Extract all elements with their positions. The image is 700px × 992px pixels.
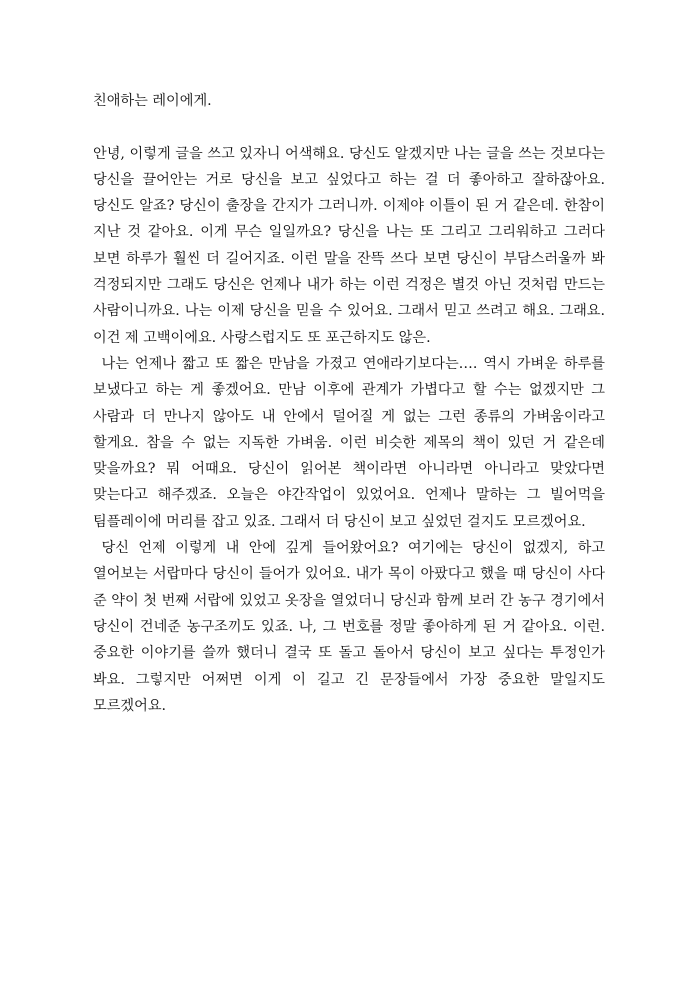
letter-paragraph-1: 안녕, 이렇게 글을 쓰고 있자니 어색해요. 당신도 알겠지만 나는 글을 쓰는 것보다는 당신을 끌어안는 거로 당신을 보고 싶었다고 하는 걸 더 좋아하고 잘하잖아요. 당신도 알죠? 당신이 출장을 간지가 그러니까. 이제야 이틀이 된 거 같은데. 한참이 지난 것 같아요. 이게 무슨 일일까요? 당신을 나는 또 그리고 그리워하고 그러다 보면 하루가 훨씬 더 길어지죠. 이런 말을 잔뜩 쓰다 보면 당신이 부담스러울까 봐 걱정되지만 그래도 당신은 언제나 내가 하는 이런 걱정은 별것 아닌 것처럼 만드는 사람이니까요. 나는 이제 당신을 믿을 수 있어요. 그래서 믿고 쓰려고 해요. 그래요. 이건 제 고백이에요. 사랑스럽지도 또 포근하지도 않은. (93, 145, 605, 346)
letter-salutation: 친애하는 레이에게. (93, 93, 212, 109)
letter-body (93, 88, 605, 719)
letter-paragraph-3: 당신 언제 이렇게 내 안에 깊게 들어왔어요? 여기에는 당신이 없겠지, 하고 열어보는 서랍마다 당신이 들어가 있어요. 내가 목이 아팠다고 했을 때 당신이 사다 준 약이 첫 번째 서랍에 있었고 옷장을 열었더니 당신과 함께 보러 간 농구 경기에서 당신이 건네준 농구조끼도 있죠. 나, 그 번호를 정말 좋아하게 된 거 같아요. 이런. 중요한 이야기를 쓸까 했더니 결국 또 돌고 돌아서 당신이 보고 싶다는 투정인가 봐요. 그렇지만 어쩌면 이게 이 길고 긴 문장들에서 가장 중요한 말일지도 모르겠어요. (93, 540, 605, 714)
letter-paragraph-2: 나는 언제나 짧고 또 짧은 만남을 가졌고 연애라기보다는…. 역시 가벼운 하루를 보냈다고 하는 게 좋겠어요. 만남 이후에 관계가 가볍다고 할 수는 없겠지만 그 사람과 더 만나지 않아도 내 안에서 덜어질 게 없는 그런 종류의 가벼움이라고 할게요. 참을 수 없는 지독한 가벼움. 이런 비슷한 제목의 책이 있던 거 같은데 맞을까요? 뭐 어때요. 당신이 읽어본 책이라면 아니라면 아니라고 맞았다면 맞는다고 해주겠죠. 오늘은 야간작업이 있었어요. 언제나 말하는 그 빌어먹을 팀플레이에 머리를 잡고 있죠. 그래서 더 당신이 보고 싶었던 걸지도 모르겠어요. (93, 355, 605, 530)
